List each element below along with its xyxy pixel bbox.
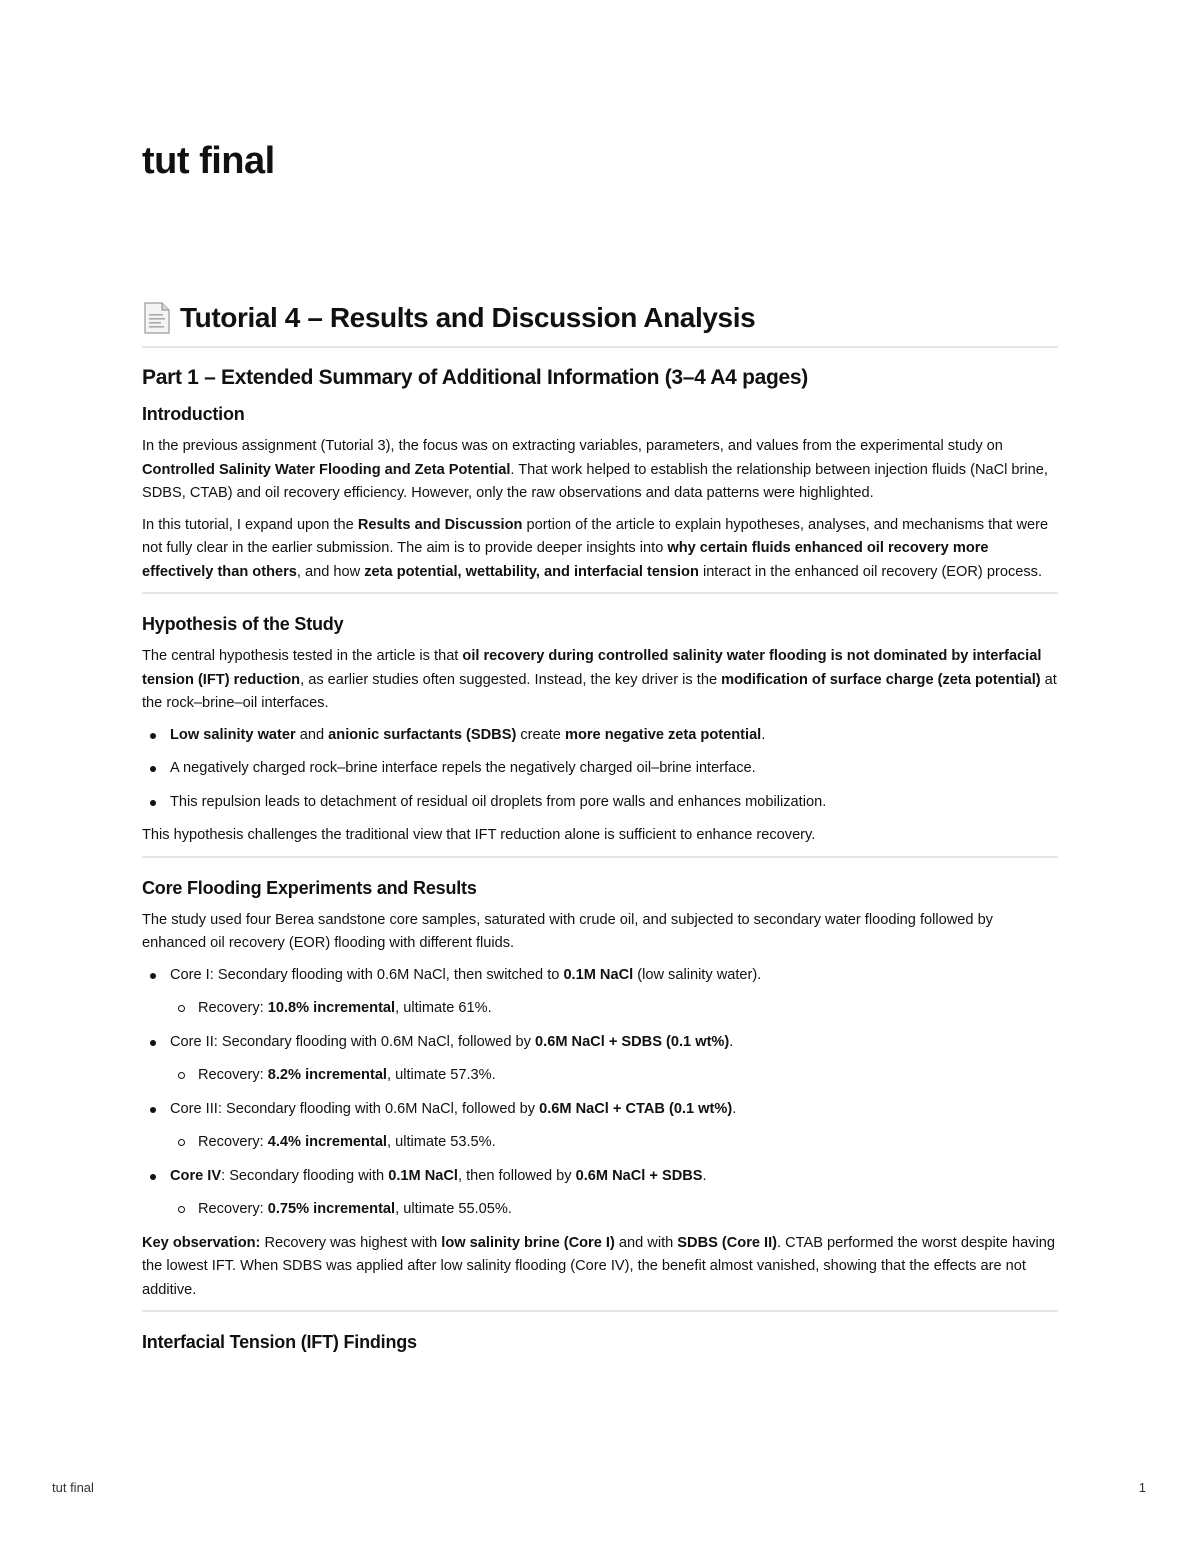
core-flooding-heading: Core Flooding Experiments and Results [142, 877, 477, 898]
list-item: Core II: Secondary flooding with 0.6M NaCl, followed by 0.6M NaCl + SDBS (0.1 wt%). [142, 1031, 1058, 1055]
section-divider [142, 856, 1058, 858]
list-item: Core I: Secondary flooding with 0.6M NaCl, then switched to 0.1M NaCl (low salinity water). [142, 964, 1058, 988]
list-item: Low salinity water and anionic surfactants (SDBS) create more negative zeta potential. [142, 724, 1058, 748]
list-item: Core IV: Secondary flooding with 0.1M NaCl, then followed by 0.6M NaCl + SDBS. [142, 1165, 1058, 1189]
list-item: Recovery: 8.2% incremental, ultimate 57.3%. [142, 1064, 1058, 1088]
introduction-heading: Introduction [142, 404, 245, 424]
section-divider [142, 592, 1058, 594]
hypothesis-heading: Hypothesis of the Study [142, 614, 344, 634]
doc-heading-text: Tutorial 4 – Results and Discussion Analysis [180, 302, 756, 333]
list-item: Recovery: 4.4% incremental, ultimate 53.5%. [142, 1131, 1058, 1155]
key-observation-paragraph: Key observation: Recovery was highest with low salinity brine (Core I) and with SDBS (Core II). CTAB performed the worst despite having the lowest IFT. When SDBS was applied after low salinity flooding (Core IV), the benefit almost vanished, showing that the effects are not additive. [142, 1234, 1055, 1298]
hypothesis-conclusion: This hypothesis challenges the traditional view that IFT reduction alone is sufficient to enhance recovery. [142, 827, 816, 843]
list-item: A negatively charged rock–brine interface repels the negatively charged oil–brine interface. [142, 757, 1058, 781]
section-divider [142, 1310, 1058, 1312]
list-item: This repulsion leads to detachment of residual oil droplets from pore walls and enhances mobilization. [142, 791, 1058, 815]
page-number: 1 [1138, 1480, 1146, 1495]
core-list [142, 964, 1058, 1222]
footer-title: tut final [52, 1480, 94, 1495]
list-item: Core III: Secondary flooding with 0.6M NaCl, followed by 0.6M NaCl + CTAB (0.1 wt%). [142, 1098, 1058, 1122]
doc-heading [142, 302, 755, 334]
heading-divider [142, 346, 1058, 348]
hypothesis-paragraph: The central hypothesis tested in the article is that oil recovery during controlled salinity water flooding is not dominated by interfacial tension (IFT) reduction, as earlier studies often suggested. Instead, the key driver is the modification of surface charge (zeta potential) at the rock–brine–oil interfaces. [142, 648, 1057, 711]
list-item: Recovery: 0.75% incremental, ultimate 55.05%. [142, 1198, 1058, 1222]
ift-findings-heading: Interfacial Tension (IFT) Findings [142, 1332, 417, 1352]
page-facing-up-icon [142, 302, 172, 334]
intro-paragraph-1: In the previous assignment (Tutorial 3), the focus was on extracting variables, parameters, and values from the experimental study on Controlled Salinity Water Flooding and Zeta Potential. That work helped to establish the relationship between injection fluids (NaCl brine, SDBS, CTAB) and oil recovery efficiency. However, only the raw observations and data patterns were highlighted. [142, 438, 1048, 501]
hypothesis-list [142, 724, 1058, 815]
intro-paragraph-2: In this tutorial, I expand upon the Results and Discussion portion of the article to explain hypotheses, analyses, and mechanisms that were not fully clear in the earlier submission. The aim is to provide deeper insights into why certain fluids enhanced oil recovery more effectively than others, and how zeta potential, wettability, and interfacial tension interact in the enhanced oil recovery (EOR) process. [142, 516, 1049, 580]
page-title: tut final [142, 140, 275, 182]
list-item: Recovery: 10.8% incremental, ultimate 61%. [142, 997, 1058, 1021]
core-flooding-paragraph: The study used four Berea sandstone core samples, saturated with crude oil, and subjected to secondary water flooding followed by enhanced oil recovery (EOR) flooding with different fluids. [142, 911, 993, 951]
document-body [142, 366, 1058, 1363]
part1-heading: Part 1 – Extended Summary of Additional Information (3–4 A4 pages) [142, 366, 808, 389]
